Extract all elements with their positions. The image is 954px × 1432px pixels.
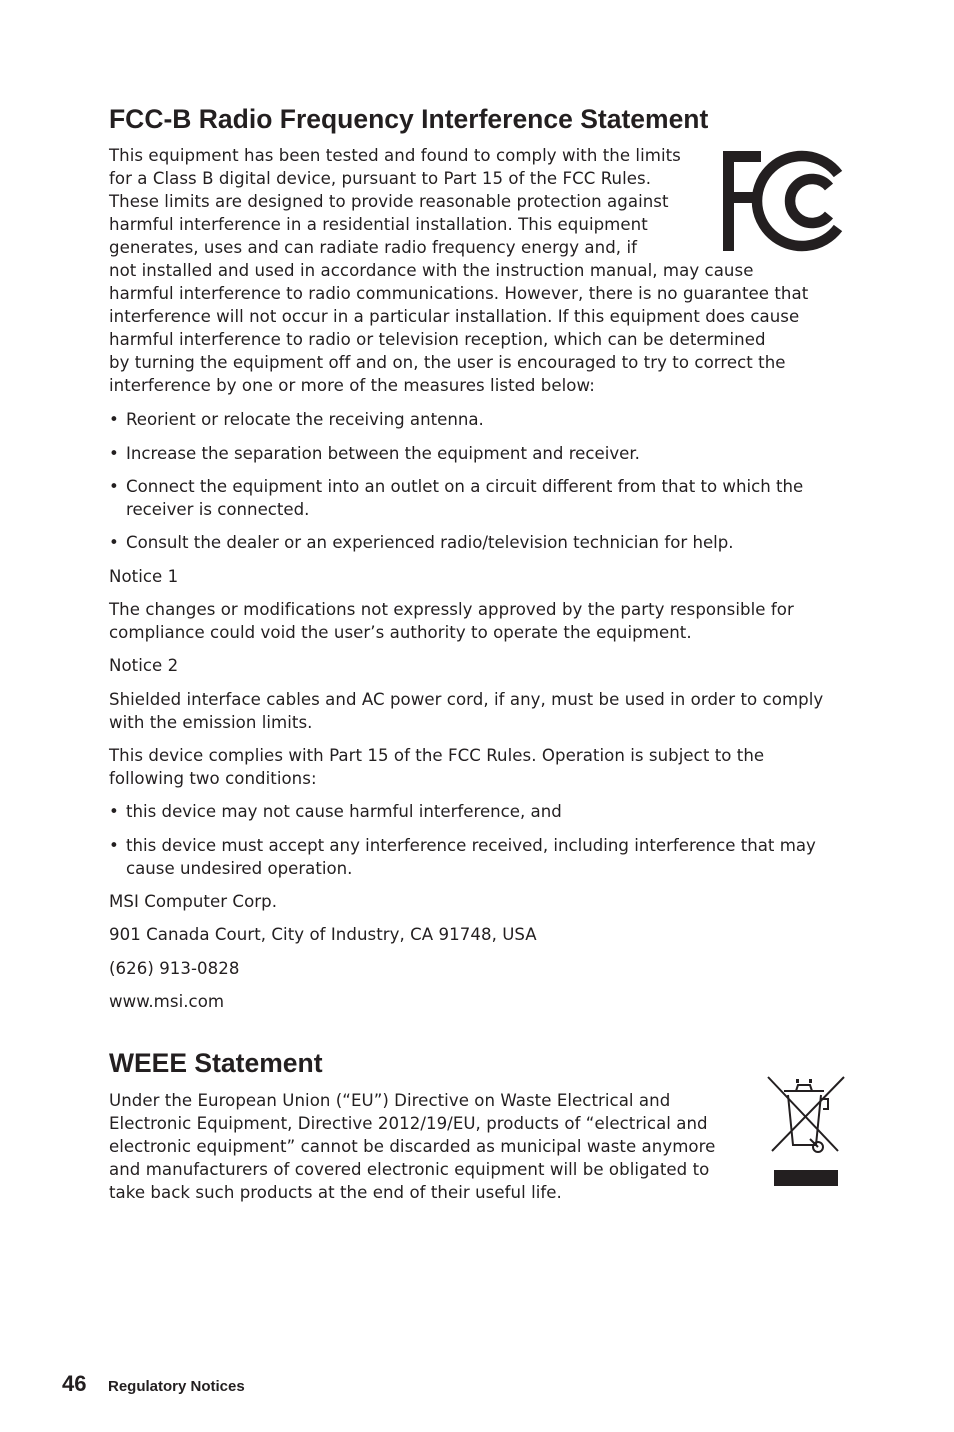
- fcc-intro-line: by turning the equipment off and on, the user is encouraged to try to correct the: [109, 353, 786, 372]
- bullet-dot: •: [109, 444, 119, 463]
- list-item: [109, 531, 836, 554]
- company-website[interactable]: www.msi.com: [109, 992, 225, 1011]
- bullet-dot: •: [109, 410, 119, 429]
- list-item: [109, 800, 836, 823]
- fcc-intro-line: harmful interference in a residential installation. This equipment: [109, 215, 648, 234]
- company-phone: (626) 913-0828: [109, 959, 240, 978]
- fcc-intro-paragraph: [109, 144, 808, 397]
- bullet-text: Connect the equipment into an outlet on a circuit different from that to which the receiver is connected.: [126, 477, 804, 519]
- bullet-text: Consult the dealer or an experienced radio/television technician for help.: [126, 533, 734, 552]
- list-item: [109, 834, 831, 880]
- fcc-intro-line: harmful interference to radio or television reception, which can be determined: [109, 330, 766, 349]
- bullet-dot: •: [109, 533, 119, 552]
- list-item: [109, 442, 836, 465]
- bullet-text: Reorient or relocate the receiving antenna.: [126, 410, 484, 429]
- company-name: MSI Computer Corp.: [109, 892, 278, 911]
- bullet-dot: •: [109, 836, 119, 855]
- weee-line: and manufacturers of covered electronic equipment will be obligated to: [109, 1160, 710, 1179]
- fcc-intro-line: This equipment has been tested and found to comply with the limits: [109, 146, 681, 165]
- fcc-intro-line: interference by one or more of the measures listed below:: [109, 376, 595, 395]
- fcc-section-title: FCC-B Radio Frequency Interference Statement: [109, 104, 709, 134]
- weee-line: take back such products at the end of their useful life.: [109, 1183, 562, 1202]
- list-item: [109, 475, 821, 521]
- fcc-intro-line: for a Class B digital device, pursuant to Part 15 of the FCC Rules.: [109, 169, 652, 188]
- notice-1-text: The changes or modifications not expressly approved by the party responsible for compliance could void the user’s authority to operate the equipment.: [109, 600, 794, 642]
- fcc-intro-line: generates, uses and can radiate radio frequency energy and, if: [109, 238, 638, 257]
- weee-line: Under the European Union (“EU”) Directive on Waste Electrical and: [109, 1091, 671, 1110]
- weee-section-title: WEEE Statement: [109, 1048, 323, 1078]
- fcc-intro-line: not installed and used in accordance with the instruction manual, may cause: [109, 261, 754, 280]
- bullet-text: this device may not cause harmful interference, and: [126, 802, 562, 821]
- footer-section-label: Regulatory Notices: [108, 1378, 245, 1395]
- crossed-out-wheelie-bin-icon: [766, 1075, 846, 1187]
- bullet-dot: •: [109, 477, 119, 496]
- bullet-text: this device must accept any interference received, including interference that may cause undesired operation.: [126, 836, 816, 878]
- page-number: 46: [62, 1371, 87, 1396]
- notice-2-label: Notice 2: [109, 656, 179, 675]
- bullet-dot: •: [109, 802, 119, 821]
- fcc-intro-line: harmful interference to radio communications. However, there is no guarantee that: [109, 284, 809, 303]
- fcc-logo-icon: [722, 150, 846, 252]
- bullet-text: Increase the separation between the equipment and receiver.: [126, 444, 640, 463]
- fcc-intro-line: These limits are designed to provide reasonable protection against: [109, 192, 669, 211]
- weee-paragraph: [109, 1089, 715, 1204]
- notice-1-label: Notice 1: [109, 567, 179, 586]
- notice-2-text: Shielded interface cables and AC power cord, if any, must be used in order to comply with the emission limits.: [109, 690, 824, 732]
- company-address: 901 Canada Court, City of Industry, CA 91748, USA: [109, 925, 537, 944]
- fcc-intro-line: interference will not occur in a particular installation. If this equipment does cause: [109, 307, 800, 326]
- weee-line: electronic equipment” cannot be discarded as municipal waste anymore: [109, 1137, 716, 1156]
- weee-line: Electronic Equipment, Directive 2012/19/EU, products of “electrical and: [109, 1114, 708, 1133]
- list-item: [109, 408, 836, 431]
- compliance-text: This device complies with Part 15 of the FCC Rules. Operation is subject to the following two conditions:: [109, 746, 765, 788]
